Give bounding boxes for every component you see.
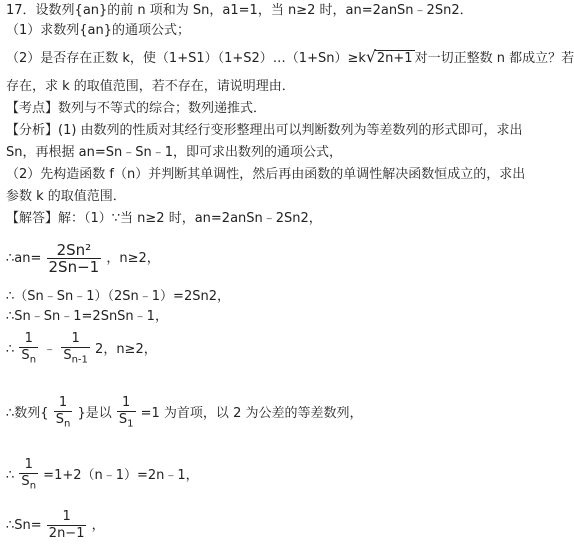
radical-sign: √ — [365, 47, 377, 66]
fenxi-line-3: （2）先构造函数 f（n）并判断其单调性，然后再由函数的单调性解决函数恒成立的，求出 — [6, 167, 526, 182]
step-6 — [6, 454, 548, 498]
step-1 — [6, 232, 548, 286]
jieda-line: 【解答】解：（1）∵当 n≥2 时，an=2anSn﹣2Sn2， — [6, 211, 322, 226]
step-3: ∴Sn﹣Sn﹣1=2SnSn﹣1， — [6, 309, 168, 324]
step-4-suffix: 2，n≥2， — [95, 342, 157, 357]
question-2-suffix: 对一切正整数 n 都成立？若 — [414, 51, 574, 66]
step-4-mid: ﹣ — [43, 342, 57, 357]
fraction-numerator: 2Sn² — [56, 241, 92, 259]
step-2: ∴（Sn﹣Sn﹣1）（2Sn﹣1）=2Sn2， — [6, 289, 230, 304]
step-6-suffix: =1+2（n﹣1）=2n﹣1， — [43, 468, 199, 483]
problem-stem: 17．设数列{an}的前 n 项和为 Sn，a1=1，当 n≥2 时，an=2anSn﹣2Sn2． — [6, 3, 473, 18]
fraction-1-over-sn-1: $\frac{1}{S_{n-1}}$ — [63, 330, 88, 366]
fraction-denominator: 2Sn−1 — [48, 258, 100, 276]
kaodian-line: 【考点】数列与不等式的综合；数列递推式． — [6, 101, 267, 116]
question-2 — [6, 47, 574, 68]
step-7-suffix: ， — [91, 518, 105, 533]
radicand: 2n+1 — [376, 51, 413, 66]
fraction-sn-result: $\frac{1}{2n-1}$ — [48, 509, 85, 541]
step-4-prefix: ∴ — [6, 342, 15, 357]
fraction-1-over-s1: $\frac{1}{S_1}$ — [118, 394, 134, 430]
fenxi-line-1: 【分析】(1) 由数列的性质对其经行变形整理出可以判断数列为等差数列的形式即可，求出 — [6, 123, 523, 138]
step-5 — [6, 392, 548, 436]
fenxi-line-4: 参数 k 的取值范围． — [6, 189, 126, 204]
fenxi-line-2: Sn，再根据 an=Sn﹣Sn﹣1，即可求出数列的通项公式， — [6, 145, 342, 160]
question-2-continued: 存在，求 k 的取值范围，若不存在，请说明理由． — [6, 79, 295, 94]
fraction-1-over-sn: $\frac{1}{S_n}$ — [21, 330, 37, 366]
sqrt-expression — [365, 47, 415, 68]
step-7 — [6, 506, 548, 546]
step-5-suffix: =1 为首项，以 2 为公差的等差数列， — [140, 406, 363, 421]
step-7-prefix: ∴Sn= — [6, 518, 42, 533]
step-5-prefix: ∴数列{ — [6, 406, 49, 421]
fraction-1-over-sn-general: $\frac{1}{S_n}$ — [21, 456, 37, 492]
question-1: （1）求数列{an}的通项公式； — [6, 23, 191, 38]
fraction-1-over-sn-seq: $\frac{1}{S_n}$ — [55, 394, 71, 430]
step-5-mid: }是以 — [77, 406, 112, 421]
fraction-sn-result-denominator: 2n−1 — [48, 526, 85, 541]
fraction-an — [47, 242, 102, 275]
step-6-prefix: ∴ — [6, 468, 15, 483]
step-4 — [6, 328, 548, 372]
question-2-prefix: （2）是否存在正数 k，使（1+S1）（1+S2）…（1+Sn）≥k — [6, 51, 366, 66]
step-1-suffix: ，n≥2， — [106, 251, 160, 266]
step-1-prefix: ∴an= — [6, 251, 42, 266]
